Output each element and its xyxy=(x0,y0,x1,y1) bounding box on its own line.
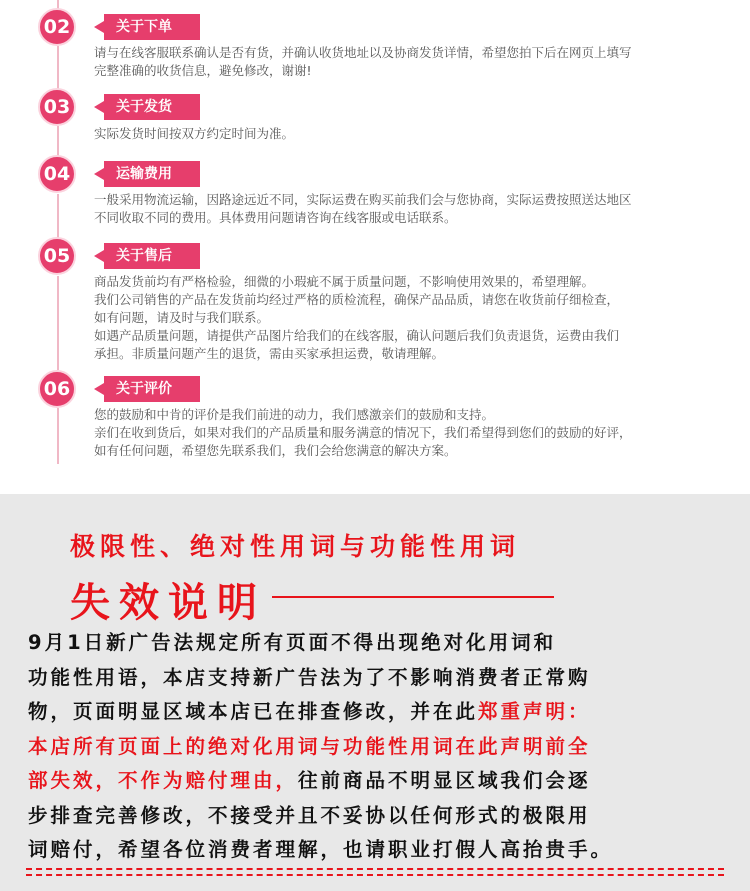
timeline-line xyxy=(57,408,59,464)
step-title: 关于发货 xyxy=(104,94,200,120)
step-number: 06 xyxy=(38,370,76,408)
step-description: 实际发货时间按双方约定时间为准。 xyxy=(94,126,295,141)
notice-subheading: 失效说明 xyxy=(70,580,266,626)
heading-rule xyxy=(272,596,554,598)
step-title: 关于售后 xyxy=(104,243,200,269)
timeline-line xyxy=(57,126,59,156)
dashed-divider xyxy=(26,874,724,876)
notice-heading: 极限性、绝对性用词与功能性用词 xyxy=(70,532,521,561)
dashed-divider xyxy=(26,868,724,870)
notice-body: 9月1日新广告法规定所有页面不得出现绝对化用词和 功能性用语，本店支持新广告法为了不影响消费者正常购 物，页面明显区域本店已在排查修改，并在此郑重声明： 本店所有页面上的绝对化用词与功能性用词在此声明前全 部失效，不作为赔付理由，往前商品不明显区域我们会逐 步排查完善修改，不接受并且不妥协以任何形式的极限用 词赔付，希望各位消费者理解，也请职业打假人高抬贵手。 xyxy=(28,626,728,868)
step-number: 04 xyxy=(38,155,76,193)
step-description: 请与在线客服联系确认是否有货，并确认收货地址以及协商发货详情，希望您拍下后在网页上填写 完整准确的收货信息，避免修改，谢谢! xyxy=(94,45,632,78)
step-number: 03 xyxy=(38,88,76,126)
step-description: 一般采用物流运输，因路途远近不同，实际运费在购买前我们会与您协商，实际运费按照送达地区 不同收取不同的费用。具体费用问题请咨询在线客服或电话联系。 xyxy=(94,192,632,225)
highlight-text: 部失效，不作为赔付理由， xyxy=(28,769,299,792)
highlight-text: 郑重声明： xyxy=(478,700,591,723)
step-title: 运输费用 xyxy=(104,161,200,187)
timeline-line xyxy=(57,276,59,370)
step-description: 您的鼓励和中肯的评价是我们前进的动力，我们感激亲们的鼓励和支持。 亲们在收到货后，如果对我们的产品质量和服务满意的情况下，我们希望得到您们的鼓励的好评， 如有任何问题，希望您先联系我们，我们会给您满意的解决方案。 xyxy=(94,407,632,458)
timeline-line xyxy=(57,194,59,238)
step-description: 商品发货前均有严格检验，细微的小瑕疵不属于质量问题，不影响使用效果的，希望理解。 我们公司销售的产品在发货前均经过严格的质检流程，确保产品品质，请您在收货前仔细检查， 如有问题，请及时与我们联系。 如遇产品质量问题，请提供产品图片给我们的在线客服，确认问题后我们负责退货，运费由我们 承担。非质量问题产生的退货，需由买家承担运费，敬请理解。 xyxy=(94,274,620,361)
step-title: 关于评价 xyxy=(104,376,200,402)
timeline-line xyxy=(57,46,59,90)
step-number: 05 xyxy=(38,237,76,275)
highlight-text: 本店所有页面上的绝对化用词与功能性用词在此声明前全 xyxy=(28,734,591,758)
step-title: 关于下单 xyxy=(104,14,200,40)
step-number: 02 xyxy=(38,8,76,46)
